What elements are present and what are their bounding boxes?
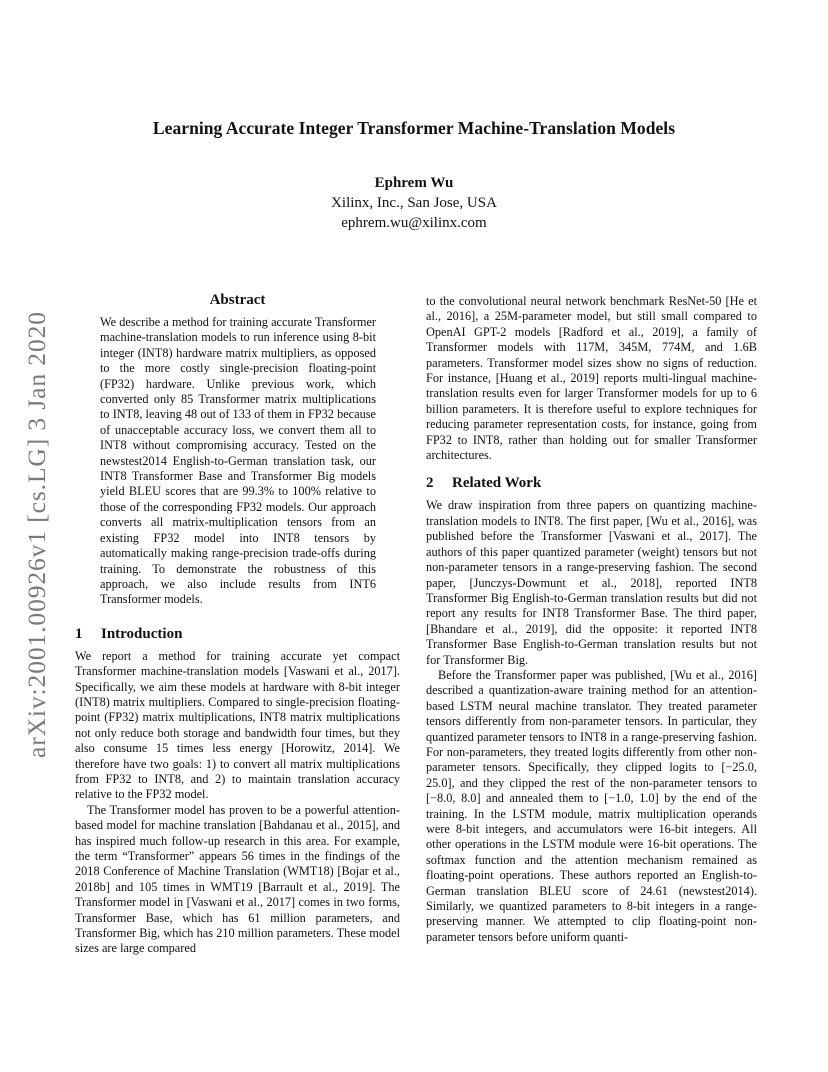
related-work-paragraph: We draw inspiration from three papers on quantizing machine-translation models to INT8. The first paper, [Wu et al., 2016], was published before the Transformer [Vaswani et al., 2017]. The authors of this paper quantized parameter (weight) tensors but not non-parameter tensors in a range-preserving fashion. The second paper, [Junczys-Dowmunt et al., 2018], reported INT8 Transformer Big English-to-German translation results but did not report any results for INT8 Transformer Base. The third paper, [Bhandare et al., 2019], did the opposite: it reported INT8 Transformer Base English-to-German translation results but not for Transformer Big. xyxy=(426,498,757,667)
abstract-heading: Abstract xyxy=(209,292,266,308)
intro-continuation-paragraph: to the convolutional neural network benchmark ResNet-50 [He et al., 2016], a 25M-parameter model, but still small compared to OpenAI GPT-2 models [Radford et al., 2019], a family of Transformer models with 117M, 345M, 774M, and 1.6B parameters. Transformer model sizes show no signs of reduction. For instance, [Huang et al., 2019] reports multi-lingual machine-translation results even for larger Transformer models for up to 6 billion parameters. It is therefore useful to explore techniques for reducing parameter representation costs, for instance, going from FP32 to INT8, rather than holding out for smaller Transformer architectures. xyxy=(426,294,757,463)
arxiv-stamp: arXiv:2001.00926v1 [cs.LG] 3 Jan 2020 xyxy=(22,311,51,758)
section-title: Related Work xyxy=(452,475,542,492)
section-number: 2 xyxy=(426,475,434,492)
author-name: Ephrem Wu xyxy=(374,175,454,191)
author-email: ephrem.wu@xilinx.com xyxy=(341,215,487,231)
related-work-heading xyxy=(426,475,757,492)
intro-paragraph: We report a method for training accurate yet compact Transformer machine-translation models [Vaswani et al., 2017]. Specifically, we aim these models at hardware with 8-bit integer (INT8) matrix multipliers. Compared to single-precision floating-point (FP32) matrix multiplications, INT8 matrix multiplications not only reduce both storage and bandwidth four times, but they also consume 15 times less energy [Horowitz, 2014]. We therefore have two goals: 1) to convert all matrix multiplications from FP32 to INT8, and 2) to maintain translation accuracy relative to the FP32 model. xyxy=(75,648,400,802)
author-affiliation: Xilinx, Inc., San Jose, USA xyxy=(331,195,497,211)
abstract-text: We describe a method for training accurate Transformer machine-translation models to run inference using 8-bit integer (INT8) hardware matrix multipliers, as opposed to the more costly single-precision floating-point (FP32) hardware. Unlike previous work, which converted only 85 Transformer matrix multiplications to INT8, leaving 48 out of 133 of them in FP32 because of unacceptable accuracy loss, we convert them all to INT8 without compromising accuracy. Tested on the newstest2014 English-to-German translation task, our INT8 Transformer Base and Transformer Big models yield BLEU scores that are 99.3% to 100% relative to those of the corresponding FP32 models. Our approach converts all matrix-multiplication tensors from an existing FP32 model into INT8 tensors by automatically making range-precision trade-offs during training. To demonstrate the robustness of this approach, we also include results from INT6 Transformer models. xyxy=(100,315,376,607)
author-block xyxy=(0,173,828,233)
right-column xyxy=(426,294,757,945)
section-title: Introduction xyxy=(101,625,183,642)
paper-title: Learning Accurate Integer Transformer Machine-Translation Models xyxy=(152,118,676,138)
intro-paragraph: The Transformer model has proven to be a powerful attention-based model for machine translation [Bahdanau et al., 2015], and has inspired much follow-up research in this area. For example, the term “Transformer” appears 56 times in the findings of the 2018 Conference of Machine Translation (WMT18) [Bojar et al., 2018b] and 105 times in WMT19 [Barrault et al., 2019]. The Transformer model in [Vaswani et al., 2017] comes in two forms, Transformer Base, which has 61 million parameters, and Transformer Big, which has 210 million parameters. These model sizes are large compared xyxy=(75,802,400,956)
section-number: 1 xyxy=(75,625,83,642)
left-column xyxy=(75,292,400,957)
introduction-heading xyxy=(75,626,400,643)
related-work-paragraph: Before the Transformer paper was published, [Wu et al., 2016] described a quantization-aware training method for an attention-based LSTM neural machine translator. They treated parameter tensors differently from non-parameter tensors. In particular, they quantized parameter tensors to INT8 in a range-preserving fashion. For non-parameters, they treated logits differently from other non-parameter tensors. Specifically, they clipped logits to [−25.0, 25.0], and they clipped the rest of the non-parameter tensors to [−8.0, 8.0] and annealed them to [−1.0, 1.0] by the end of the training. In the LSTM module, matrix multiplication operands were 8-bit integers, and accumulators were 16-bit integers. All other operations in the LSTM module were 16-bit operations. The softmax function and the attention mechanism remained as floating-point operations. These authors reported an English-to-German translation BLEU score of 24.61 (newstest2014). Similarly, we quantized parameters to 8-bit integers in a range-preserving manner. We attempted to clip floating-point non-parameter tensors before uniform quanti- xyxy=(426,667,757,944)
